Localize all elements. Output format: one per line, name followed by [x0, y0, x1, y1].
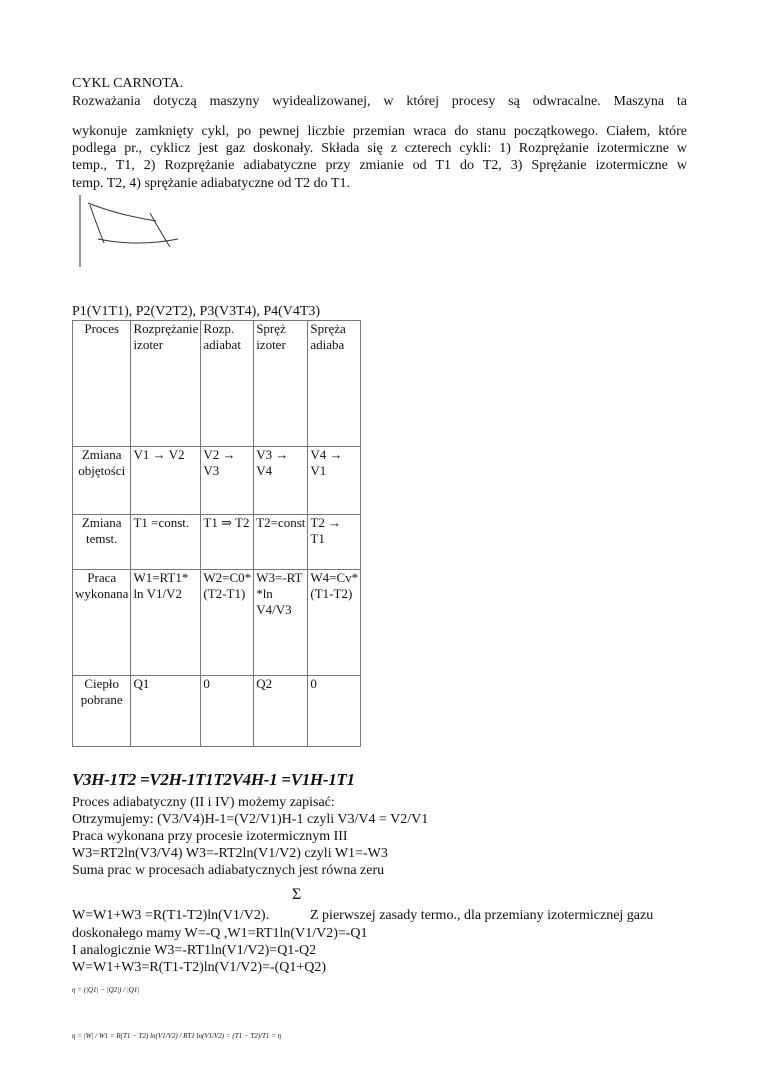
- document-title: CYKL CARNOTA.: [72, 76, 184, 91]
- table-row: [73, 676, 361, 747]
- text-line-6a: W=W1+W3 =R(T1-T2)ln(V1/V2).: [72, 908, 270, 923]
- table-cell: Q2: [254, 676, 308, 747]
- adiabat-left-curve: [90, 205, 104, 243]
- table-cell: W4=Cv* (T1-T2): [308, 570, 361, 676]
- carnot-cycle-table: [72, 320, 361, 747]
- table-cell: Praca wykonana: [73, 570, 131, 676]
- table-cell: V4 → V1: [308, 447, 361, 515]
- paragraph-line-2: wykonuje zamknięty cykl, po pewnej liczbie przemian wraca do stanu początkowego. Ciałem, które: [72, 124, 687, 139]
- table-row: [73, 515, 361, 570]
- table-header-cell: Rozprężanie izoter: [131, 321, 201, 447]
- table-header-cell: Spręż izoter: [254, 321, 308, 447]
- table-cell: T2 → T1: [308, 515, 361, 570]
- adiabatic-equation: V3H-1T2 =V2H-1T1T2V4H-1 =V1H-1T1: [72, 770, 355, 789]
- table-cell: W2=C0* (T2-T1): [201, 570, 254, 676]
- paragraph-line-5: temp. T2, 4) sprężanie adiabatyczne od T2 do T1.: [72, 176, 350, 191]
- table-row: [73, 321, 361, 447]
- table-cell: W3=-RT *ln V4/V3: [254, 570, 308, 676]
- pv-diagram-sketch: [78, 193, 188, 269]
- table-cell: Zmiana temst.: [73, 515, 131, 570]
- sigma-symbol: Σ: [292, 886, 302, 903]
- table-cell: V3 → V4: [254, 447, 308, 515]
- table-cell: W1=RT1* ln V1/V2: [131, 570, 201, 676]
- table-row: [73, 570, 361, 676]
- table-header-cell: Rozp. adiabat: [201, 321, 254, 447]
- isotherm-t1-curve: [88, 203, 156, 221]
- table-cell: T1 =const.: [131, 515, 201, 570]
- table-header-cell: Spręża adiaba: [308, 321, 361, 447]
- table-cell: T1 ⇒ T2: [201, 515, 254, 570]
- table-cell: Q1: [131, 676, 201, 747]
- text-line-4: W3=RT2ln(V3/V4) W3=-RT2ln(V1/V2) czyli W1=-W3: [72, 846, 388, 861]
- text-line-3: Praca wykonana przy procesie izotermicznym III: [72, 829, 348, 844]
- table-cell: Zmiana objętości: [73, 447, 131, 515]
- paragraph-line-3: podlega pr., cyklicz jest gaz doskonały. Składa się z czterech cykli: 1) Rozprężanie izotermiczne w: [72, 141, 687, 156]
- text-line-1: Proces adiabatyczny (II i IV) możemy zapisać:: [72, 795, 335, 810]
- table-cell: T2=const: [254, 515, 308, 570]
- text-line-7: doskonałego mamy W=-Q ,W1=RT1ln(V1/V2)=-Q1: [72, 926, 368, 941]
- table-cell: Ciepło pobrane: [73, 676, 131, 747]
- table-cell: 0: [308, 676, 361, 747]
- table-cell: 0: [201, 676, 254, 747]
- text-line-8: I analogicznie W3=-RT1ln(V1/V2)=Q1-Q2: [72, 943, 317, 958]
- paragraph-line-4: temp., T1, 2) Rozprężanie adiabatyczne przy zmianie od T1 do T2, 3) Sprężanie izotermiczne w: [72, 158, 687, 173]
- table-cell: V2 → V3: [201, 447, 254, 515]
- paragraph-line-1: Rozważania dotyczą maszyny wyidealizowanej, w której procesy są odwracalne. Maszyna ta: [72, 94, 687, 109]
- efficiency-equation-2: η = |W| / W1 = R(T1 − T2) ln(V1/V2) / RT1 ln(V1/V2) = (T1 − T2)/T1 = η: [72, 1032, 282, 1040]
- text-line-2: Otrzymujemy: (V3/V4)H-1=(V2/V1)H-1 czyli V3/V4 = V2/V1: [72, 812, 429, 827]
- text-line-9: W=W1+W3=R(T1-T2)ln(V1/V2)=-(Q1+Q2): [72, 960, 327, 975]
- efficiency-equation-1: η = (|Q1| − |Q2|) / |Q1|: [72, 986, 140, 994]
- table-header-cell: Proces: [73, 321, 131, 447]
- table-cell: V1 → V2: [131, 447, 201, 515]
- text-line-6b: Z pierwszej zasady termo., dla przemiany izotermicznej gazu: [310, 908, 654, 923]
- table-row: [73, 447, 361, 515]
- points-line: P1(V1T1), P2(V2T2), P3(V3T4), P4(V4T3): [72, 304, 321, 319]
- text-line-5: Suma prac w procesach adiabatycznych jest równa zeru: [72, 863, 385, 878]
